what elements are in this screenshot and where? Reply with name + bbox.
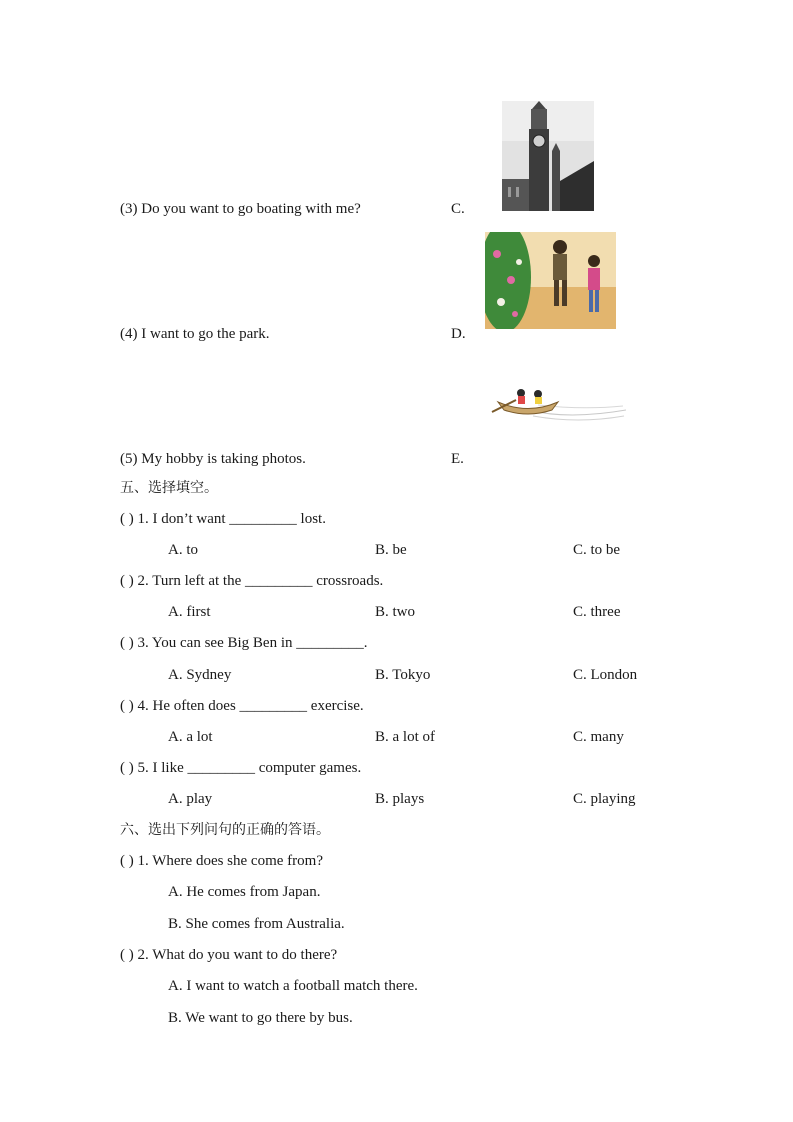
s6-q1-stem: ( ) 1. Where does she come from? <box>120 853 323 869</box>
s5-q5-stem: ( ) 5. I like _________ computer games. <box>120 760 362 776</box>
s5-q1-option-b: B. be <box>375 542 407 558</box>
s5-q3-option-b: B. Tokyo <box>375 667 431 683</box>
s5-q2-stem: ( ) 2. Turn left at the _________ crossroads. <box>120 573 384 589</box>
s6-q1-option-a: A. He comes from Japan. <box>168 884 321 900</box>
match-question-5: (5) My hobby is taking photos. <box>120 451 306 467</box>
s5-q3-option-a: A. Sydney <box>168 667 232 683</box>
s5-q2-option-a: A. first <box>168 604 211 620</box>
s6-q2-option-a: A. I want to watch a football match there. <box>168 978 418 994</box>
match-letter-d: D. <box>451 326 466 342</box>
s5-q5-option-b: B. plays <box>375 791 425 807</box>
hikers-image <box>485 232 616 329</box>
s5-q1-stem: ( ) 1. I don’t want _________ lost. <box>120 511 326 527</box>
s5-q1-option-a: A. to <box>168 542 198 558</box>
s5-q4-stem: ( ) 4. He often does _________ exercise. <box>120 698 364 714</box>
s5-q4-option-b: B. a lot of <box>375 729 435 745</box>
boat-image <box>488 380 626 430</box>
s5-q1-option-c: C. to be <box>573 542 621 558</box>
s5-q5-option-a: A. play <box>168 791 213 807</box>
s6-q2-stem: ( ) 2. What do you want to do there? <box>120 947 338 963</box>
s5-q3-option-c: C. London <box>573 667 638 683</box>
match-question-3: (3) Do you want to go boating with me? <box>120 201 361 217</box>
s6-q2-option-b: B. We want to go there by bus. <box>168 1010 353 1026</box>
match-letter-e: E. <box>451 451 464 467</box>
s6-q1-option-b: B. She comes from Australia. <box>168 916 345 932</box>
section5-title: 五、选择填空。 <box>120 480 218 496</box>
big-ben-image <box>502 101 594 211</box>
s5-q4-option-c: C. many <box>573 729 624 745</box>
s5-q2-option-c: C. three <box>573 604 621 620</box>
s5-q4-option-a: A. a lot <box>168 729 213 745</box>
s5-q5-option-c: C. playing <box>573 791 636 807</box>
section6-title: 六、选出下列问句的正确的答语。 <box>120 822 330 838</box>
match-question-4: (4) I want to go the park. <box>120 326 270 342</box>
match-letter-c: C. <box>451 201 465 217</box>
s5-q2-option-b: B. two <box>375 604 416 620</box>
s5-q3-stem: ( ) 3. You can see Big Ben in _________. <box>120 635 368 651</box>
